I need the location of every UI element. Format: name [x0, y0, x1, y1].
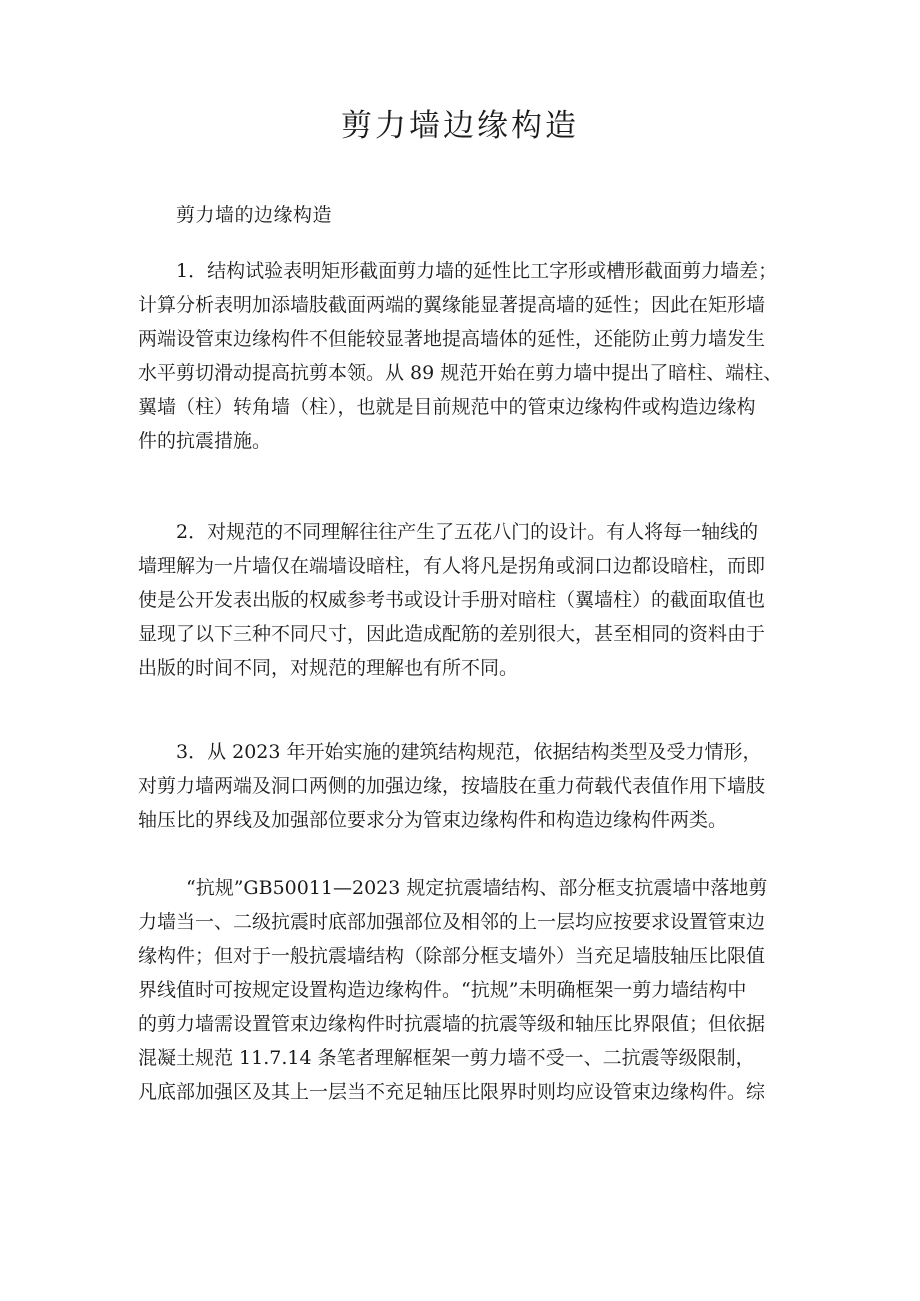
paragraph-line: 翼墙（柱）转角墙（柱），也就是目前规范中的管束边缘构件或构造边缘构 — [138, 396, 756, 418]
paragraph-line: 出版的时间不同，对规范的理解也有所不同。 — [138, 657, 519, 679]
paragraph-line: 对剪力墙两端及洞口两侧的加强边缘，按墙肢在重力荷载代表值作用下墙肢 — [138, 775, 766, 797]
paragraph-line: “抗规”GB50011—2023 规定抗震墙结构、部分框支抗震墙中落地剪 — [186, 877, 768, 899]
paragraph-line: 件的抗震措施。 — [138, 430, 272, 452]
paragraph-line: 轴压比的界线及加强部位要求分为管束边缘构件和构造边缘构件两类。 — [138, 809, 728, 831]
paragraph-line: 2．对规范的不同理解往往产生了五花八门的设计。有人将每一轴线的 — [176, 521, 759, 543]
paragraph-line: 水平剪切滑动提高抗剪本领。从 89 规范开始在剪力墙中提出了暗柱、端柱、 — [138, 362, 783, 384]
paragraph-3 — [138, 735, 818, 837]
paragraph-4 — [138, 871, 818, 1109]
paragraph-line: 1．结构试验表明矩形截面剪力墙的延性比工字形或槽形截面剪力墙差； — [176, 260, 778, 282]
paragraph-1 — [138, 254, 818, 458]
section-subtitle: 剪力墙的边缘构造 — [176, 204, 333, 226]
paragraph-line: 的剪力墙需设置管束边缘构件时抗震墙的抗震等级和轴压比界限值；但依据 — [138, 1013, 766, 1035]
paragraph-line: 墙理解为一片墙仅在端墙设暗柱，有人将凡是拐角或洞口边都设暗柱，而即 — [138, 555, 766, 577]
paragraph-line: 计算分析表明加添墙肢截面两端的翼缘能显著提高墙的延性；因此在矩形墙 — [138, 294, 766, 316]
paragraph-line: 力墙当一、二级抗震时底部加强部位及相邻的上一层均应按要求设置管束边 — [138, 911, 766, 933]
paragraph-line: 显现了以下三种不同尺寸，因此造成配筋的差别很大，甚至相同的资料由于 — [138, 623, 766, 645]
paragraph-line: 界线值时可按规定设置构造边缘构件。“抗规”未明确框架一剪力墙结构中 — [138, 979, 747, 1001]
page-title: 剪力墙边缘构造 — [341, 108, 579, 144]
paragraph-line: 两端设管束边缘构件不但能较显著地提高墙体的延性，还能防止剪力墙发生 — [138, 328, 766, 350]
paragraph-line: 缘构件；但对于一般抗震墙结构（除部分框支墙外）当充足墙肢轴压比限值 — [138, 945, 766, 967]
paragraph-line: 凡底部加强区及其上一层当不充足轴压比限界时则均应设管束边缘构件。综 — [138, 1081, 766, 1103]
paragraph-2 — [138, 515, 818, 685]
paragraph-line: 混凝土规范 11.7.14 条笔者理解框架一剪力墙不受一、二抗震等级限制， — [138, 1047, 755, 1069]
paragraph-line: 使是公开发表出版的权威参考书或设计手册对暗柱（翼墙柱）的截面取值也 — [138, 589, 766, 611]
paragraph-line: 3．从 2023 年开始实施的建筑结构规范，依据结构类型及受力情形， — [176, 741, 762, 763]
